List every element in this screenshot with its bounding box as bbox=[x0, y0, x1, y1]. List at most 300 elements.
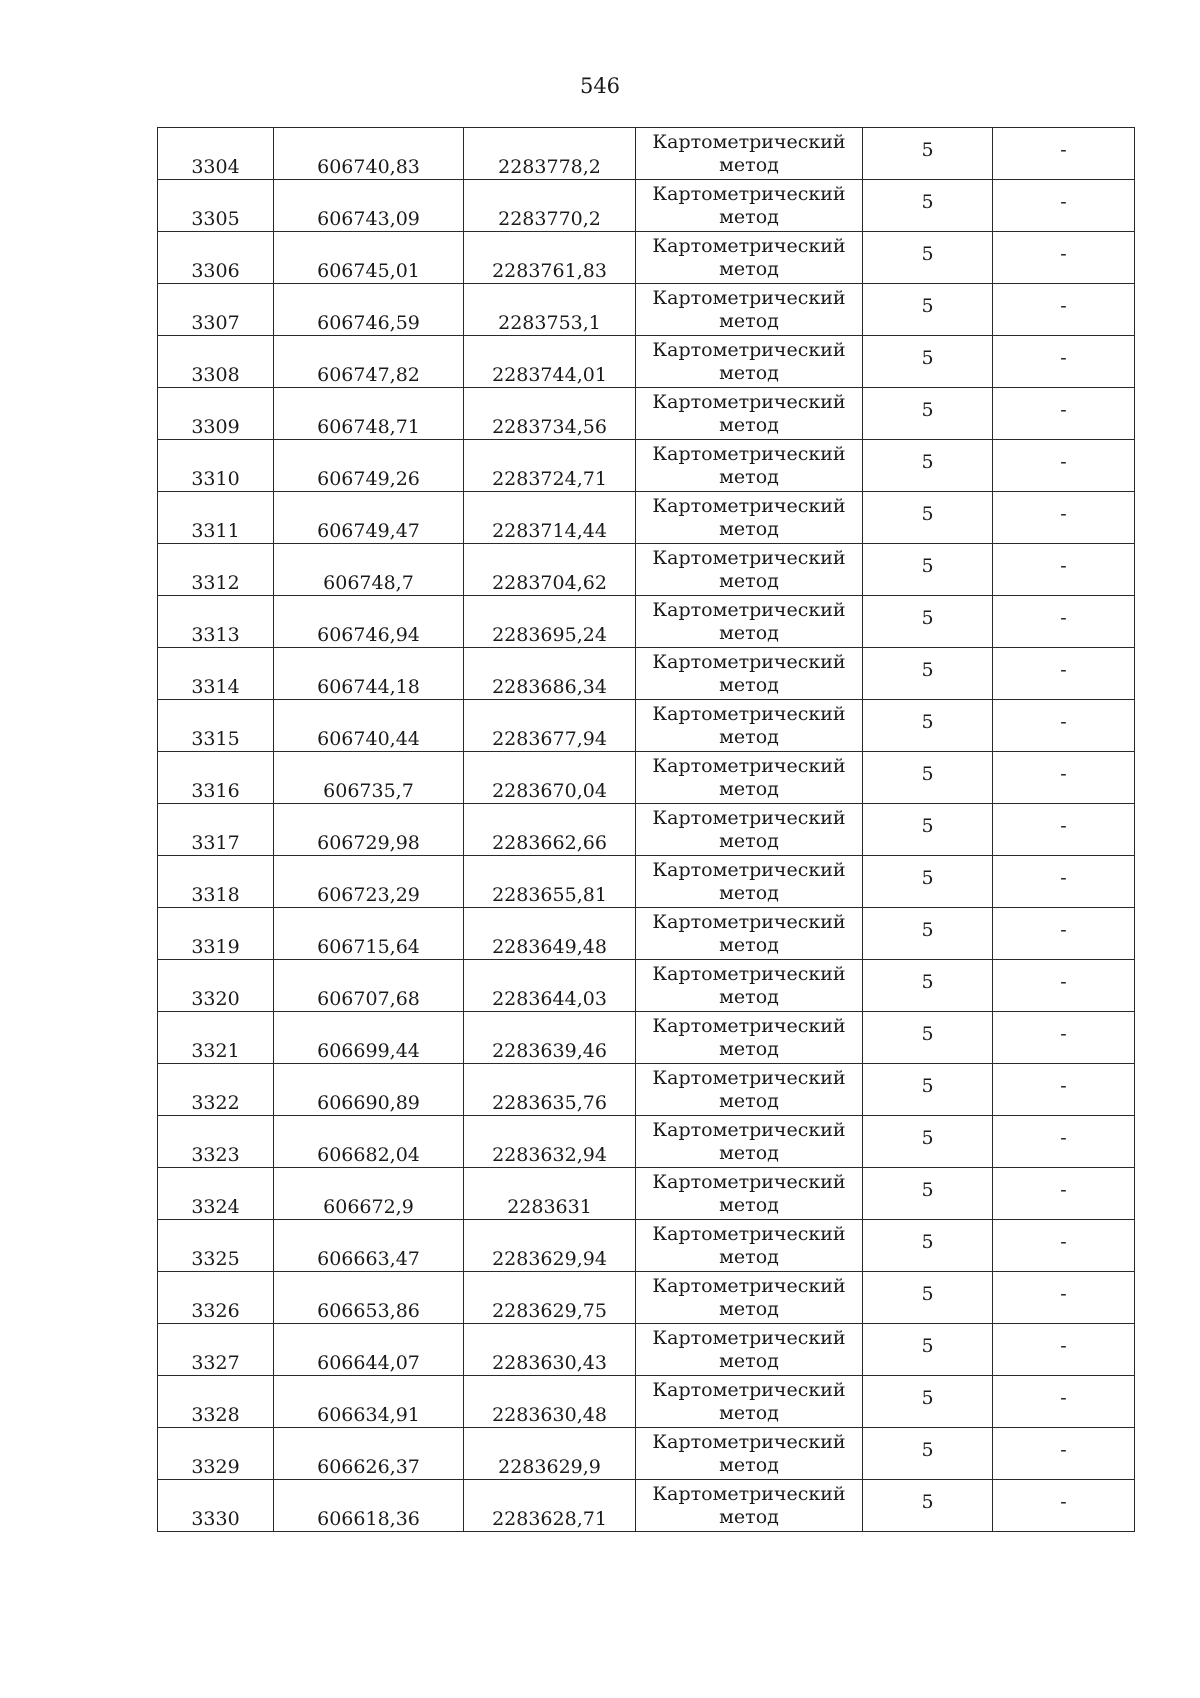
note-cell bbox=[993, 1064, 1135, 1116]
method-cell bbox=[636, 1116, 863, 1168]
accuracy-value: 5 bbox=[921, 919, 934, 941]
method-cell bbox=[636, 440, 863, 492]
note-cell bbox=[993, 1116, 1135, 1168]
table-row bbox=[158, 752, 1135, 804]
table-row bbox=[158, 856, 1135, 908]
accuracy-cell bbox=[863, 1168, 993, 1220]
point-number-cell: 3304 bbox=[158, 128, 274, 180]
method-cell bbox=[636, 804, 863, 856]
note-cell bbox=[993, 284, 1135, 336]
method-line-2: метод bbox=[719, 725, 779, 748]
table-row bbox=[158, 908, 1135, 960]
method-line-2: метод bbox=[719, 153, 779, 176]
x-coordinate-cell: 606618,36 bbox=[274, 1480, 464, 1532]
method-line-2: метод bbox=[719, 985, 779, 1008]
method-cell bbox=[636, 492, 863, 544]
point-number-cell: 3324 bbox=[158, 1168, 274, 1220]
accuracy-cell bbox=[863, 648, 993, 700]
y-coordinate-cell: 2283734,56 bbox=[464, 388, 636, 440]
method-line-2: метод bbox=[719, 1141, 779, 1164]
accuracy-cell bbox=[863, 232, 993, 284]
accuracy-value: 5 bbox=[921, 555, 934, 577]
point-number-cell: 3307 bbox=[158, 284, 274, 336]
accuracy-value: 5 bbox=[921, 191, 934, 213]
method-line-1: Картометрический bbox=[652, 182, 846, 205]
accuracy-value: 5 bbox=[921, 607, 934, 629]
accuracy-cell bbox=[863, 908, 993, 960]
point-number-cell: 3309 bbox=[158, 388, 274, 440]
accuracy-value: 5 bbox=[921, 971, 934, 993]
point-number-cell: 3329 bbox=[158, 1428, 274, 1480]
y-coordinate-cell: 2283724,71 bbox=[464, 440, 636, 492]
note-value: - bbox=[1060, 1179, 1067, 1201]
x-coordinate-cell: 606729,98 bbox=[274, 804, 464, 856]
note-cell bbox=[993, 336, 1135, 388]
x-coordinate-cell: 606740,44 bbox=[274, 700, 464, 752]
x-coordinate-cell: 606699,44 bbox=[274, 1012, 464, 1064]
table-row bbox=[158, 960, 1135, 1012]
note-value: - bbox=[1060, 1439, 1067, 1461]
note-cell bbox=[993, 1012, 1135, 1064]
method-line-1: Картометрический bbox=[652, 650, 846, 673]
method-line-1: Картометрический bbox=[652, 1170, 846, 1193]
note-value: - bbox=[1060, 1387, 1067, 1409]
table-row bbox=[158, 700, 1135, 752]
table-row bbox=[158, 1116, 1135, 1168]
method-line-1: Картометрический bbox=[652, 1118, 846, 1141]
point-number-cell: 3320 bbox=[158, 960, 274, 1012]
method-line-1: Картометрический bbox=[652, 1326, 846, 1349]
method-line-1: Картометрический bbox=[652, 390, 846, 413]
method-line-1: Картометрический bbox=[652, 754, 846, 777]
method-line-1: Картометрический bbox=[652, 806, 846, 829]
point-number-cell: 3313 bbox=[158, 596, 274, 648]
note-value: - bbox=[1060, 815, 1067, 837]
x-coordinate-cell: 606748,71 bbox=[274, 388, 464, 440]
note-value: - bbox=[1060, 347, 1067, 369]
accuracy-value: 5 bbox=[921, 1335, 934, 1357]
point-number-cell: 3328 bbox=[158, 1376, 274, 1428]
method-line-2: метод bbox=[719, 881, 779, 904]
note-cell bbox=[993, 960, 1135, 1012]
point-number-cell: 3310 bbox=[158, 440, 274, 492]
x-coordinate-cell: 606715,64 bbox=[274, 908, 464, 960]
x-coordinate-cell: 606748,7 bbox=[274, 544, 464, 596]
method-line-2: метод bbox=[719, 777, 779, 800]
x-coordinate-cell: 606626,37 bbox=[274, 1428, 464, 1480]
note-value: - bbox=[1060, 711, 1067, 733]
x-coordinate-cell: 606749,26 bbox=[274, 440, 464, 492]
table-row bbox=[158, 1324, 1135, 1376]
note-cell bbox=[993, 388, 1135, 440]
method-line-2: метод bbox=[719, 413, 779, 436]
method-line-2: метод bbox=[719, 309, 779, 332]
note-value: - bbox=[1060, 1127, 1067, 1149]
y-coordinate-cell: 2283644,03 bbox=[464, 960, 636, 1012]
accuracy-value: 5 bbox=[921, 1231, 934, 1253]
accuracy-value: 5 bbox=[921, 1127, 934, 1149]
x-coordinate-cell: 606663,47 bbox=[274, 1220, 464, 1272]
x-coordinate-cell: 606746,59 bbox=[274, 284, 464, 336]
accuracy-value: 5 bbox=[921, 1179, 934, 1201]
table-row bbox=[158, 1272, 1135, 1324]
accuracy-value: 5 bbox=[921, 1491, 934, 1513]
accuracy-cell bbox=[863, 128, 993, 180]
method-cell bbox=[636, 1012, 863, 1064]
y-coordinate-cell: 2283670,04 bbox=[464, 752, 636, 804]
table-row bbox=[158, 596, 1135, 648]
table-row bbox=[158, 492, 1135, 544]
method-cell bbox=[636, 908, 863, 960]
method-cell bbox=[636, 752, 863, 804]
method-line-1: Картометрический bbox=[652, 130, 846, 153]
accuracy-cell bbox=[863, 388, 993, 440]
accuracy-cell bbox=[863, 1272, 993, 1324]
method-cell bbox=[636, 1220, 863, 1272]
x-coordinate-cell: 606735,7 bbox=[274, 752, 464, 804]
method-line-2: метод bbox=[719, 1297, 779, 1320]
note-value: - bbox=[1060, 503, 1067, 525]
method-line-1: Картометрический bbox=[652, 1378, 846, 1401]
note-value: - bbox=[1060, 607, 1067, 629]
accuracy-value: 5 bbox=[921, 815, 934, 837]
accuracy-value: 5 bbox=[921, 347, 934, 369]
method-cell bbox=[636, 648, 863, 700]
note-cell bbox=[993, 648, 1135, 700]
accuracy-value: 5 bbox=[921, 1387, 934, 1409]
accuracy-cell bbox=[863, 1480, 993, 1532]
table-row bbox=[158, 1480, 1135, 1532]
method-cell bbox=[636, 1064, 863, 1116]
point-number-cell: 3323 bbox=[158, 1116, 274, 1168]
note-value: - bbox=[1060, 1075, 1067, 1097]
x-coordinate-cell: 606672,9 bbox=[274, 1168, 464, 1220]
method-line-1: Картометрический bbox=[652, 234, 846, 257]
point-number-cell: 3317 bbox=[158, 804, 274, 856]
method-line-1: Картометрический bbox=[652, 1066, 846, 1089]
point-number-cell: 3318 bbox=[158, 856, 274, 908]
table-row bbox=[158, 544, 1135, 596]
note-value: - bbox=[1060, 295, 1067, 317]
note-cell bbox=[993, 700, 1135, 752]
point-number-cell: 3319 bbox=[158, 908, 274, 960]
y-coordinate-cell: 2283677,94 bbox=[464, 700, 636, 752]
method-cell bbox=[636, 1168, 863, 1220]
method-cell bbox=[636, 336, 863, 388]
method-line-1: Картометрический bbox=[652, 858, 846, 881]
point-number-cell: 3314 bbox=[158, 648, 274, 700]
note-cell bbox=[993, 1272, 1135, 1324]
method-cell bbox=[636, 1428, 863, 1480]
method-cell bbox=[636, 1480, 863, 1532]
y-coordinate-cell: 2283770,2 bbox=[464, 180, 636, 232]
accuracy-value: 5 bbox=[921, 1075, 934, 1097]
x-coordinate-cell: 606644,07 bbox=[274, 1324, 464, 1376]
method-cell bbox=[636, 1272, 863, 1324]
x-coordinate-cell: 606743,09 bbox=[274, 180, 464, 232]
accuracy-value: 5 bbox=[921, 1283, 934, 1305]
note-value: - bbox=[1060, 451, 1067, 473]
note-value: - bbox=[1060, 1283, 1067, 1305]
y-coordinate-cell: 2283649,48 bbox=[464, 908, 636, 960]
y-coordinate-cell: 2283753,1 bbox=[464, 284, 636, 336]
note-value: - bbox=[1060, 1491, 1067, 1513]
accuracy-cell bbox=[863, 1428, 993, 1480]
method-line-1: Картометрический bbox=[652, 1014, 846, 1037]
method-line-1: Картометрический bbox=[652, 1482, 846, 1505]
method-line-2: метод bbox=[719, 1453, 779, 1476]
point-number-cell: 3322 bbox=[158, 1064, 274, 1116]
x-coordinate-cell: 606707,68 bbox=[274, 960, 464, 1012]
y-coordinate-cell: 2283761,83 bbox=[464, 232, 636, 284]
method-line-1: Картометрический bbox=[652, 598, 846, 621]
method-line-1: Картометрический bbox=[652, 910, 846, 933]
accuracy-cell bbox=[863, 596, 993, 648]
x-coordinate-cell: 606634,91 bbox=[274, 1376, 464, 1428]
accuracy-cell bbox=[863, 336, 993, 388]
note-cell bbox=[993, 180, 1135, 232]
accuracy-value: 5 bbox=[921, 451, 934, 473]
accuracy-value: 5 bbox=[921, 867, 934, 889]
accuracy-value: 5 bbox=[921, 139, 934, 161]
point-number-cell: 3308 bbox=[158, 336, 274, 388]
accuracy-cell bbox=[863, 960, 993, 1012]
method-line-2: метод bbox=[719, 1401, 779, 1424]
method-line-2: метод bbox=[719, 933, 779, 956]
y-coordinate-cell: 2283662,66 bbox=[464, 804, 636, 856]
accuracy-cell bbox=[863, 544, 993, 596]
point-number-cell: 3330 bbox=[158, 1480, 274, 1532]
table-row bbox=[158, 1428, 1135, 1480]
accuracy-cell bbox=[863, 856, 993, 908]
table-row bbox=[158, 1064, 1135, 1116]
note-value: - bbox=[1060, 971, 1067, 993]
method-cell bbox=[636, 1376, 863, 1428]
note-cell bbox=[993, 1168, 1135, 1220]
accuracy-cell bbox=[863, 1116, 993, 1168]
note-value: - bbox=[1060, 1335, 1067, 1357]
note-cell bbox=[993, 1220, 1135, 1272]
note-value: - bbox=[1060, 867, 1067, 889]
method-line-1: Картометрический bbox=[652, 286, 846, 309]
note-value: - bbox=[1060, 243, 1067, 265]
note-cell bbox=[993, 232, 1135, 284]
accuracy-value: 5 bbox=[921, 503, 934, 525]
accuracy-cell bbox=[863, 1012, 993, 1064]
table-row bbox=[158, 180, 1135, 232]
y-coordinate-cell: 2283632,94 bbox=[464, 1116, 636, 1168]
accuracy-cell bbox=[863, 492, 993, 544]
y-coordinate-cell: 2283635,76 bbox=[464, 1064, 636, 1116]
method-line-2: метод bbox=[719, 829, 779, 852]
note-value: - bbox=[1060, 139, 1067, 161]
point-number-cell: 3305 bbox=[158, 180, 274, 232]
table-row bbox=[158, 284, 1135, 336]
note-cell bbox=[993, 492, 1135, 544]
x-coordinate-cell: 606744,18 bbox=[274, 648, 464, 700]
note-value: - bbox=[1060, 1023, 1067, 1045]
accuracy-value: 5 bbox=[921, 659, 934, 681]
method-line-1: Картометрический bbox=[652, 1430, 846, 1453]
method-line-2: метод bbox=[719, 569, 779, 592]
point-number-cell: 3326 bbox=[158, 1272, 274, 1324]
method-cell bbox=[636, 284, 863, 336]
note-cell bbox=[993, 596, 1135, 648]
table-body bbox=[158, 128, 1135, 1532]
method-line-2: метод bbox=[719, 1505, 779, 1528]
table-row bbox=[158, 804, 1135, 856]
y-coordinate-cell: 2283639,46 bbox=[464, 1012, 636, 1064]
accuracy-cell bbox=[863, 804, 993, 856]
method-line-2: метод bbox=[719, 1037, 779, 1060]
note-value: - bbox=[1060, 555, 1067, 577]
method-line-2: метод bbox=[719, 517, 779, 540]
method-line-1: Картометрический bbox=[652, 962, 846, 985]
note-value: - bbox=[1060, 399, 1067, 421]
y-coordinate-cell: 2283629,9 bbox=[464, 1428, 636, 1480]
note-cell bbox=[993, 1480, 1135, 1532]
y-coordinate-cell: 2283655,81 bbox=[464, 856, 636, 908]
table-row bbox=[158, 232, 1135, 284]
y-coordinate-cell: 2283631 bbox=[464, 1168, 636, 1220]
method-line-2: метод bbox=[719, 205, 779, 228]
x-coordinate-cell: 606682,04 bbox=[274, 1116, 464, 1168]
note-value: - bbox=[1060, 919, 1067, 941]
method-line-2: метод bbox=[719, 465, 779, 488]
x-coordinate-cell: 606746,94 bbox=[274, 596, 464, 648]
method-line-1: Картометрический bbox=[652, 494, 846, 517]
note-cell bbox=[993, 752, 1135, 804]
accuracy-cell bbox=[863, 1064, 993, 1116]
method-line-2: метод bbox=[719, 257, 779, 280]
page-number: 546 bbox=[579, 74, 621, 98]
x-coordinate-cell: 606653,86 bbox=[274, 1272, 464, 1324]
table-row bbox=[158, 1168, 1135, 1220]
method-cell bbox=[636, 180, 863, 232]
note-cell bbox=[993, 128, 1135, 180]
point-number-cell: 3306 bbox=[158, 232, 274, 284]
x-coordinate-cell: 606723,29 bbox=[274, 856, 464, 908]
accuracy-value: 5 bbox=[921, 295, 934, 317]
x-coordinate-cell: 606745,01 bbox=[274, 232, 464, 284]
table-row bbox=[158, 1012, 1135, 1064]
method-cell bbox=[636, 1324, 863, 1376]
y-coordinate-cell: 2283630,48 bbox=[464, 1376, 636, 1428]
method-line-1: Картометрический bbox=[652, 1274, 846, 1297]
method-cell bbox=[636, 128, 863, 180]
note-value: - bbox=[1060, 763, 1067, 785]
note-cell bbox=[993, 804, 1135, 856]
point-number-cell: 3321 bbox=[158, 1012, 274, 1064]
accuracy-value: 5 bbox=[921, 243, 934, 265]
point-number-cell: 3325 bbox=[158, 1220, 274, 1272]
method-line-1: Картометрический bbox=[652, 442, 846, 465]
table-row bbox=[158, 336, 1135, 388]
accuracy-value: 5 bbox=[921, 763, 934, 785]
method-line-1: Картометрический bbox=[652, 338, 846, 361]
method-cell bbox=[636, 388, 863, 440]
accuracy-cell bbox=[863, 1220, 993, 1272]
table-row bbox=[158, 128, 1135, 180]
table-row bbox=[158, 440, 1135, 492]
x-coordinate-cell: 606747,82 bbox=[274, 336, 464, 388]
y-coordinate-cell: 2283628,71 bbox=[464, 1480, 636, 1532]
table-row bbox=[158, 1220, 1135, 1272]
method-cell bbox=[636, 700, 863, 752]
y-coordinate-cell: 2283744,01 bbox=[464, 336, 636, 388]
y-coordinate-cell: 2283778,2 bbox=[464, 128, 636, 180]
y-coordinate-cell: 2283630,43 bbox=[464, 1324, 636, 1376]
x-coordinate-cell: 606740,83 bbox=[274, 128, 464, 180]
point-number-cell: 3327 bbox=[158, 1324, 274, 1376]
point-number-cell: 3316 bbox=[158, 752, 274, 804]
point-number-cell: 3312 bbox=[158, 544, 274, 596]
y-coordinate-cell: 2283629,94 bbox=[464, 1220, 636, 1272]
note-cell bbox=[993, 440, 1135, 492]
method-line-2: метод bbox=[719, 1245, 779, 1268]
table-row bbox=[158, 648, 1135, 700]
method-line-2: метод bbox=[719, 361, 779, 384]
accuracy-value: 5 bbox=[921, 711, 934, 733]
method-line-2: метод bbox=[719, 621, 779, 644]
table-row bbox=[158, 1376, 1135, 1428]
accuracy-cell bbox=[863, 752, 993, 804]
method-line-1: Картометрический bbox=[652, 702, 846, 725]
accuracy-value: 5 bbox=[921, 1439, 934, 1461]
note-value: - bbox=[1060, 1231, 1067, 1253]
y-coordinate-cell: 2283704,62 bbox=[464, 544, 636, 596]
accuracy-cell bbox=[863, 180, 993, 232]
point-number-cell: 3315 bbox=[158, 700, 274, 752]
note-cell bbox=[993, 544, 1135, 596]
method-cell bbox=[636, 232, 863, 284]
note-cell bbox=[993, 856, 1135, 908]
method-line-1: Картометрический bbox=[652, 1222, 846, 1245]
coordinates-table bbox=[157, 127, 1135, 1532]
y-coordinate-cell: 2283686,34 bbox=[464, 648, 636, 700]
accuracy-value: 5 bbox=[921, 399, 934, 421]
accuracy-cell bbox=[863, 700, 993, 752]
accuracy-value: 5 bbox=[921, 1023, 934, 1045]
accuracy-cell bbox=[863, 284, 993, 336]
accuracy-cell bbox=[863, 1376, 993, 1428]
method-cell bbox=[636, 960, 863, 1012]
method-line-2: метод bbox=[719, 1349, 779, 1372]
note-value: - bbox=[1060, 191, 1067, 213]
y-coordinate-cell: 2283714,44 bbox=[464, 492, 636, 544]
method-line-2: метод bbox=[719, 673, 779, 696]
method-cell bbox=[636, 544, 863, 596]
table-row bbox=[158, 388, 1135, 440]
method-line-2: метод bbox=[719, 1089, 779, 1112]
y-coordinate-cell: 2283629,75 bbox=[464, 1272, 636, 1324]
method-line-1: Картометрический bbox=[652, 546, 846, 569]
note-value: - bbox=[1060, 659, 1067, 681]
method-cell bbox=[636, 596, 863, 648]
accuracy-cell bbox=[863, 440, 993, 492]
method-line-2: метод bbox=[719, 1193, 779, 1216]
x-coordinate-cell: 606690,89 bbox=[274, 1064, 464, 1116]
note-cell bbox=[993, 1376, 1135, 1428]
note-cell bbox=[993, 1324, 1135, 1376]
note-cell bbox=[993, 908, 1135, 960]
accuracy-cell bbox=[863, 1324, 993, 1376]
x-coordinate-cell: 606749,47 bbox=[274, 492, 464, 544]
y-coordinate-cell: 2283695,24 bbox=[464, 596, 636, 648]
note-cell bbox=[993, 1428, 1135, 1480]
point-number-cell: 3311 bbox=[158, 492, 274, 544]
method-cell bbox=[636, 856, 863, 908]
